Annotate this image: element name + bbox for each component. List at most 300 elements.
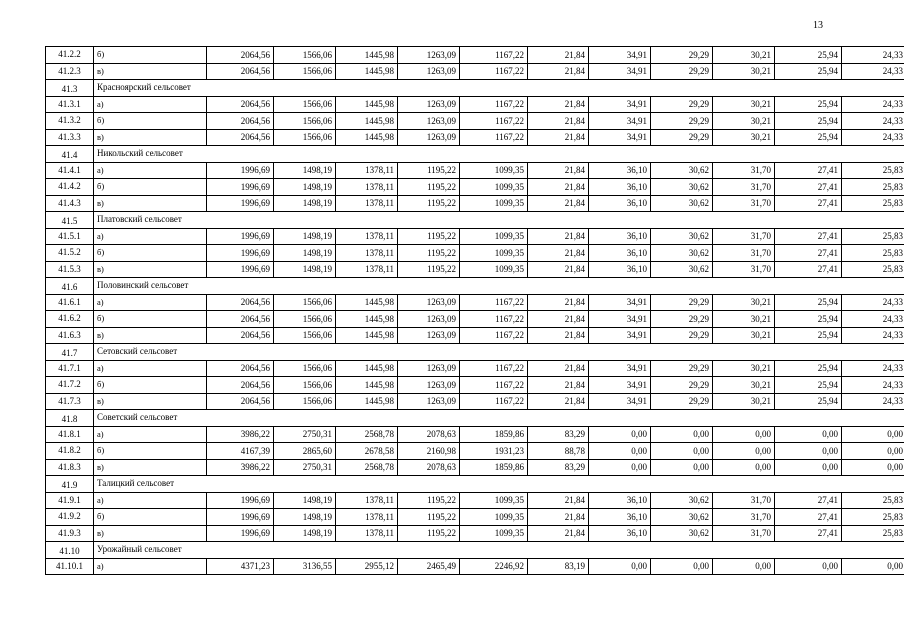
row-letter: в) — [94, 525, 207, 542]
row-number: 41.9.1 — [46, 492, 94, 509]
value-cell: 1996,69 — [207, 525, 274, 542]
value-cell: 36,10 — [589, 162, 651, 179]
value-cell: 1099,35 — [460, 245, 528, 262]
table-row — [46, 129, 904, 146]
value-cell: 21,84 — [528, 96, 589, 113]
value-cell: 88,78 — [528, 443, 589, 460]
value-cell: 21,84 — [528, 162, 589, 179]
row-number: 41.8.2 — [46, 443, 94, 460]
value-cell: 1099,35 — [460, 261, 528, 278]
value-cell: 4167,39 — [207, 443, 274, 460]
value-cell: 31,70 — [713, 509, 775, 526]
value-cell: 29,29 — [651, 63, 713, 80]
row-number: 41.5.1 — [46, 228, 94, 245]
value-cell: 36,10 — [589, 195, 651, 212]
row-number: 41.3.3 — [46, 129, 94, 146]
value-cell: 24,33 — [842, 113, 904, 130]
value-cell: 25,94 — [775, 113, 842, 130]
value-cell: 21,84 — [528, 195, 589, 212]
value-cell: 1566,06 — [274, 47, 336, 64]
row-number: 41.6.1 — [46, 294, 94, 311]
value-cell: 21,84 — [528, 129, 589, 146]
value-cell: 1167,22 — [460, 96, 528, 113]
value-cell: 25,94 — [775, 47, 842, 64]
value-cell: 1263,09 — [398, 63, 460, 80]
value-cell: 1167,22 — [460, 113, 528, 130]
row-number: 41.7.2 — [46, 377, 94, 394]
value-cell: 21,84 — [528, 377, 589, 394]
row-number: 41.5.3 — [46, 261, 94, 278]
value-cell: 21,84 — [528, 228, 589, 245]
value-cell: 25,94 — [775, 96, 842, 113]
row-letter: а) — [94, 162, 207, 179]
value-cell: 1099,35 — [460, 525, 528, 542]
table-row — [46, 525, 904, 542]
section-row — [46, 476, 904, 493]
value-cell: 30,21 — [713, 113, 775, 130]
value-cell: 1498,19 — [274, 162, 336, 179]
value-cell: 30,21 — [713, 47, 775, 64]
value-cell: 31,70 — [713, 162, 775, 179]
value-cell: 24,33 — [842, 393, 904, 410]
row-letter: а) — [94, 360, 207, 377]
value-cell: 1996,69 — [207, 195, 274, 212]
value-cell: 1099,35 — [460, 509, 528, 526]
section-name: Красноярский сельсовет — [94, 80, 904, 97]
value-cell: 1378,11 — [336, 525, 398, 542]
value-cell: 1566,06 — [274, 393, 336, 410]
value-cell: 27,41 — [775, 162, 842, 179]
value-cell: 2064,56 — [207, 311, 274, 328]
value-cell: 24,33 — [842, 360, 904, 377]
value-cell: 25,83 — [842, 162, 904, 179]
value-cell: 0,00 — [713, 426, 775, 443]
value-cell: 29,29 — [651, 311, 713, 328]
value-cell: 1445,98 — [336, 327, 398, 344]
table-row — [46, 492, 904, 509]
value-cell: 2246,92 — [460, 558, 528, 575]
value-cell: 1996,69 — [207, 162, 274, 179]
value-cell: 34,91 — [589, 47, 651, 64]
value-cell: 24,33 — [842, 327, 904, 344]
value-cell: 1195,22 — [398, 179, 460, 196]
value-cell: 2064,56 — [207, 294, 274, 311]
value-cell: 83,19 — [528, 558, 589, 575]
value-cell: 36,10 — [589, 492, 651, 509]
value-cell: 1445,98 — [336, 360, 398, 377]
value-cell: 25,94 — [775, 360, 842, 377]
value-cell: 1167,22 — [460, 377, 528, 394]
value-cell: 1167,22 — [460, 63, 528, 80]
value-cell: 0,00 — [842, 558, 904, 575]
value-cell: 2064,56 — [207, 327, 274, 344]
value-cell: 1099,35 — [460, 162, 528, 179]
value-cell: 34,91 — [589, 327, 651, 344]
value-cell: 1263,09 — [398, 129, 460, 146]
section-name: Советский сельсовет — [94, 410, 904, 427]
table-row — [46, 377, 904, 394]
value-cell: 21,84 — [528, 179, 589, 196]
value-cell: 21,84 — [528, 113, 589, 130]
value-cell: 25,94 — [775, 311, 842, 328]
value-cell: 30,62 — [651, 492, 713, 509]
value-cell: 29,29 — [651, 47, 713, 64]
value-cell: 0,00 — [651, 558, 713, 575]
value-cell: 21,84 — [528, 311, 589, 328]
value-cell: 1996,69 — [207, 261, 274, 278]
row-number: 41.7.1 — [46, 360, 94, 377]
value-cell: 25,83 — [842, 509, 904, 526]
section-row — [46, 80, 904, 97]
value-cell: 1263,09 — [398, 113, 460, 130]
table-row — [46, 294, 904, 311]
value-cell: 36,10 — [589, 179, 651, 196]
value-cell: 21,84 — [528, 294, 589, 311]
value-cell: 31,70 — [713, 245, 775, 262]
value-cell: 1445,98 — [336, 96, 398, 113]
value-cell: 1445,98 — [336, 129, 398, 146]
section-number: 41.6 — [46, 278, 94, 295]
value-cell: 2064,56 — [207, 129, 274, 146]
value-cell: 2955,12 — [336, 558, 398, 575]
value-cell: 25,94 — [775, 393, 842, 410]
row-letter: в) — [94, 327, 207, 344]
value-cell: 1099,35 — [460, 492, 528, 509]
value-cell: 1996,69 — [207, 179, 274, 196]
value-cell: 0,00 — [842, 426, 904, 443]
page-number: 13 — [813, 20, 823, 31]
value-cell: 34,91 — [589, 294, 651, 311]
value-cell: 30,62 — [651, 162, 713, 179]
value-cell: 1498,19 — [274, 261, 336, 278]
row-number: 41.6.3 — [46, 327, 94, 344]
section-number: 41.10 — [46, 542, 94, 559]
value-cell: 1931,23 — [460, 443, 528, 460]
value-cell: 1167,22 — [460, 294, 528, 311]
row-number: 41.2.2 — [46, 47, 94, 64]
value-cell: 36,10 — [589, 228, 651, 245]
value-cell: 0,00 — [775, 443, 842, 460]
table-body — [46, 47, 904, 575]
row-number: 41.4.1 — [46, 162, 94, 179]
value-cell: 21,84 — [528, 327, 589, 344]
value-cell: 0,00 — [775, 459, 842, 476]
value-cell: 3986,22 — [207, 426, 274, 443]
value-cell: 0,00 — [713, 459, 775, 476]
value-cell: 31,70 — [713, 195, 775, 212]
value-cell: 24,33 — [842, 294, 904, 311]
value-cell: 1167,22 — [460, 129, 528, 146]
value-cell: 1498,19 — [274, 179, 336, 196]
value-cell: 1445,98 — [336, 63, 398, 80]
value-cell: 30,21 — [713, 311, 775, 328]
value-cell: 1498,19 — [274, 509, 336, 526]
value-cell: 25,94 — [775, 63, 842, 80]
value-cell: 30,21 — [713, 63, 775, 80]
value-cell: 34,91 — [589, 393, 651, 410]
value-cell: 36,10 — [589, 509, 651, 526]
value-cell: 0,00 — [589, 459, 651, 476]
value-cell: 1195,22 — [398, 228, 460, 245]
value-cell: 27,41 — [775, 261, 842, 278]
value-cell: 1996,69 — [207, 509, 274, 526]
value-cell: 30,62 — [651, 228, 713, 245]
value-cell: 36,10 — [589, 261, 651, 278]
value-cell: 2064,56 — [207, 113, 274, 130]
value-cell: 1378,11 — [336, 509, 398, 526]
value-cell: 21,84 — [528, 509, 589, 526]
section-row — [46, 542, 904, 559]
value-cell: 29,29 — [651, 377, 713, 394]
value-cell: 24,33 — [842, 63, 904, 80]
value-cell: 1445,98 — [336, 311, 398, 328]
value-cell: 2064,56 — [207, 377, 274, 394]
value-cell: 1566,06 — [274, 113, 336, 130]
value-cell: 29,29 — [651, 294, 713, 311]
value-cell: 34,91 — [589, 360, 651, 377]
row-number: 41.10.1 — [46, 558, 94, 575]
value-cell: 0,00 — [775, 558, 842, 575]
section-number: 41.7 — [46, 344, 94, 361]
row-letter: б) — [94, 509, 207, 526]
value-cell: 1996,69 — [207, 228, 274, 245]
value-cell: 0,00 — [651, 426, 713, 443]
section-row — [46, 146, 904, 163]
value-cell: 1263,09 — [398, 311, 460, 328]
value-cell: 27,41 — [775, 245, 842, 262]
value-cell: 1378,11 — [336, 162, 398, 179]
value-cell: 1263,09 — [398, 377, 460, 394]
value-cell: 25,94 — [775, 377, 842, 394]
value-cell: 2064,56 — [207, 63, 274, 80]
value-cell: 25,83 — [842, 492, 904, 509]
value-cell: 1099,35 — [460, 179, 528, 196]
section-name: Урожайный сельсовет — [94, 542, 904, 559]
value-cell: 1195,22 — [398, 509, 460, 526]
row-letter: б) — [94, 113, 207, 130]
value-cell: 0,00 — [651, 443, 713, 460]
table-row — [46, 426, 904, 443]
value-cell: 30,62 — [651, 509, 713, 526]
value-cell: 1263,09 — [398, 327, 460, 344]
value-cell: 24,33 — [842, 311, 904, 328]
value-cell: 21,84 — [528, 63, 589, 80]
row-number: 41.9.3 — [46, 525, 94, 542]
value-cell: 24,33 — [842, 377, 904, 394]
value-cell: 0,00 — [842, 459, 904, 476]
value-cell: 1099,35 — [460, 228, 528, 245]
section-row — [46, 278, 904, 295]
value-cell: 0,00 — [651, 459, 713, 476]
value-cell: 1445,98 — [336, 393, 398, 410]
value-cell: 1195,22 — [398, 195, 460, 212]
value-cell: 1566,06 — [274, 129, 336, 146]
value-cell: 21,84 — [528, 360, 589, 377]
value-cell: 21,84 — [528, 261, 589, 278]
table-row — [46, 245, 904, 262]
value-cell: 1498,19 — [274, 195, 336, 212]
value-cell: 21,84 — [528, 245, 589, 262]
value-cell: 31,70 — [713, 261, 775, 278]
tariff-table — [45, 46, 904, 575]
value-cell: 36,10 — [589, 525, 651, 542]
value-cell: 27,41 — [775, 525, 842, 542]
table-row — [46, 443, 904, 460]
value-cell: 1099,35 — [460, 195, 528, 212]
value-cell: 0,00 — [713, 443, 775, 460]
value-cell: 30,21 — [713, 327, 775, 344]
value-cell: 83,29 — [528, 459, 589, 476]
value-cell: 1445,98 — [336, 113, 398, 130]
value-cell: 2750,31 — [274, 459, 336, 476]
value-cell: 30,21 — [713, 393, 775, 410]
value-cell: 25,94 — [775, 294, 842, 311]
value-cell: 25,83 — [842, 525, 904, 542]
row-number: 41.8.1 — [46, 426, 94, 443]
value-cell: 30,62 — [651, 195, 713, 212]
value-cell: 1996,69 — [207, 245, 274, 262]
table-row — [46, 360, 904, 377]
value-cell: 30,21 — [713, 294, 775, 311]
value-cell: 25,83 — [842, 245, 904, 262]
value-cell: 24,33 — [842, 47, 904, 64]
value-cell: 25,83 — [842, 179, 904, 196]
row-number: 41.6.2 — [46, 311, 94, 328]
value-cell: 21,84 — [528, 393, 589, 410]
value-cell: 21,84 — [528, 47, 589, 64]
row-letter: б) — [94, 377, 207, 394]
value-cell: 31,70 — [713, 228, 775, 245]
value-cell: 21,84 — [528, 525, 589, 542]
value-cell: 30,62 — [651, 179, 713, 196]
table-row — [46, 261, 904, 278]
value-cell: 30,21 — [713, 360, 775, 377]
value-cell: 1263,09 — [398, 393, 460, 410]
value-cell: 30,62 — [651, 525, 713, 542]
table-row — [46, 179, 904, 196]
value-cell: 29,29 — [651, 129, 713, 146]
value-cell: 2678,58 — [336, 443, 398, 460]
value-cell: 1859,86 — [460, 426, 528, 443]
row-number: 41.9.2 — [46, 509, 94, 526]
table-row — [46, 162, 904, 179]
section-name: Половинский сельсовет — [94, 278, 904, 295]
table-row — [46, 459, 904, 476]
value-cell: 2078,63 — [398, 459, 460, 476]
value-cell: 1195,22 — [398, 261, 460, 278]
value-cell: 1996,69 — [207, 492, 274, 509]
value-cell: 34,91 — [589, 63, 651, 80]
row-letter: а) — [94, 96, 207, 113]
value-cell: 1263,09 — [398, 96, 460, 113]
value-cell: 1167,22 — [460, 311, 528, 328]
value-cell: 1566,06 — [274, 327, 336, 344]
value-cell: 2160,98 — [398, 443, 460, 460]
value-cell: 2568,78 — [336, 459, 398, 476]
row-number: 41.2.3 — [46, 63, 94, 80]
row-letter: в) — [94, 261, 207, 278]
row-number: 41.3.1 — [46, 96, 94, 113]
row-letter: а) — [94, 492, 207, 509]
value-cell: 1445,98 — [336, 294, 398, 311]
row-letter: а) — [94, 294, 207, 311]
value-cell: 29,29 — [651, 327, 713, 344]
section-row — [46, 212, 904, 229]
value-cell: 1566,06 — [274, 294, 336, 311]
row-letter: б) — [94, 443, 207, 460]
value-cell: 30,62 — [651, 245, 713, 262]
value-cell: 1195,22 — [398, 162, 460, 179]
section-name: Платовский сельсовет — [94, 212, 904, 229]
value-cell: 1378,11 — [336, 195, 398, 212]
value-cell: 0,00 — [589, 443, 651, 460]
table-row — [46, 96, 904, 113]
value-cell: 1566,06 — [274, 377, 336, 394]
value-cell: 1566,06 — [274, 96, 336, 113]
row-letter: б) — [94, 245, 207, 262]
value-cell: 3136,55 — [274, 558, 336, 575]
table-row — [46, 47, 904, 64]
row-number: 41.8.3 — [46, 459, 94, 476]
value-cell: 1195,22 — [398, 245, 460, 262]
value-cell: 83,29 — [528, 426, 589, 443]
value-cell: 0,00 — [775, 426, 842, 443]
table-row — [46, 228, 904, 245]
value-cell: 1378,11 — [336, 492, 398, 509]
value-cell: 25,94 — [775, 129, 842, 146]
table-row — [46, 113, 904, 130]
value-cell: 29,29 — [651, 360, 713, 377]
row-letter: в) — [94, 393, 207, 410]
value-cell: 1445,98 — [336, 47, 398, 64]
row-letter: б) — [94, 179, 207, 196]
table-row — [46, 393, 904, 410]
value-cell: 30,21 — [713, 129, 775, 146]
value-cell: 30,21 — [713, 377, 775, 394]
value-cell: 1195,22 — [398, 525, 460, 542]
section-number: 41.5 — [46, 212, 94, 229]
row-letter: в) — [94, 63, 207, 80]
value-cell: 30,62 — [651, 261, 713, 278]
value-cell: 30,21 — [713, 96, 775, 113]
value-cell: 2750,31 — [274, 426, 336, 443]
value-cell: 25,83 — [842, 195, 904, 212]
value-cell: 2064,56 — [207, 360, 274, 377]
value-cell: 0,00 — [589, 558, 651, 575]
section-number: 41.3 — [46, 80, 94, 97]
value-cell: 24,33 — [842, 129, 904, 146]
row-letter: а) — [94, 426, 207, 443]
table-row — [46, 195, 904, 212]
value-cell: 1445,98 — [336, 377, 398, 394]
value-cell: 3986,22 — [207, 459, 274, 476]
table-row — [46, 63, 904, 80]
value-cell: 1498,19 — [274, 245, 336, 262]
row-letter: б) — [94, 311, 207, 328]
value-cell: 1167,22 — [460, 360, 528, 377]
value-cell: 25,83 — [842, 261, 904, 278]
value-cell: 24,33 — [842, 96, 904, 113]
value-cell: 27,41 — [775, 492, 842, 509]
value-cell: 2078,63 — [398, 426, 460, 443]
table-row — [46, 311, 904, 328]
value-cell: 1859,86 — [460, 459, 528, 476]
value-cell: 2064,56 — [207, 47, 274, 64]
value-cell: 34,91 — [589, 311, 651, 328]
value-cell: 27,41 — [775, 179, 842, 196]
value-cell: 21,84 — [528, 492, 589, 509]
value-cell: 1498,19 — [274, 228, 336, 245]
